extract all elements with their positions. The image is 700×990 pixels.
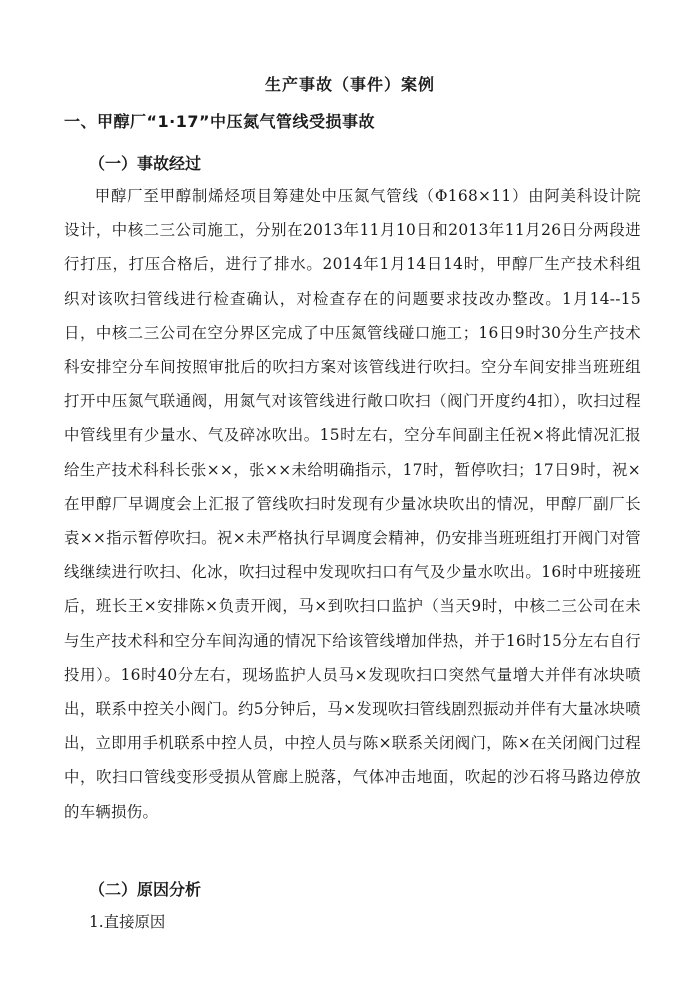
direct-cause-item: 1.直接原因 [89,913,166,931]
subsection-heading-process: （一）事故经过 [89,154,202,173]
subsection-heading-cause-analysis: （二）原因分析 [89,880,202,899]
incident-process-paragraph: 甲醇厂至甲醇制烯烃项目筹建处中压氮气管线（Φ168×11）由阿美科设计院设计，中核二三公司施工，分别在2013年11月10日和2013年11月26日分两段进行打压，打压合格后，进行了排水。2014年1月14日14时，甲醇厂生产技术科组织对该吹扫管线进行检查确认，对检查存在的问题要求技改办整改。1月14--15日，中核二三公司在空分界区完成了中压氮管线碰口施工；16日9时30分生产技术科安排空分车间按照审批后的吹扫方案对该管线进行吹扫。空分车间安排当班班组打开中压氮气联通阀，用氮气对该管线进行敞口吹扫（阀门开度约4扣），吹扫过程中管线里有少量水、气及碎冰吹出。15时左右，空分车间副主任祝×将此情况汇报给生产技术科科长张××，张××未给明确指示，17时，暂停吹扫；17日9时，祝×在甲醇厂早调度会上汇报了管线吹扫时发现有少量冰块吹出的情况，甲醇厂副厂长袁××指示暂停吹扫。祝×未严格执行早调度会精神，仍安排当班班组打开阀门对管线继续进行吹扫、化冰，吹扫过程中发现吹扫口有气及少量水吹出。16时中班接班后，班长王×安排陈×负责开阀，马×到吹扫口监护（当天9时，中核二三公司在未与生产技术科和空分车间沟通的情况下给该管线增加伴热，并于16时15分左右自行投用）。16时40分左右，现场监护人员马×发现吹扫口突然气量增大并伴有冰块喷出，联系中控关小阀门。约5分钟后，马×发现吹扫管线剧烈振动并伴有大量冰块喷出，立即用手机联系中控人员，中控人员与陈×联系关闭阀门，陈×在关闭阀门过程中，吹扫口管线变形受损从管廊上脱落，气体冲击地面，吹起的沙石将马路边停放的车辆损伤。 [64,187,641,821]
section-heading-incident: 一、甲醇厂“1·17”中压氮气管线受损事故 [64,112,376,131]
document-title: 生产事故（事件）案例 [264,75,435,94]
